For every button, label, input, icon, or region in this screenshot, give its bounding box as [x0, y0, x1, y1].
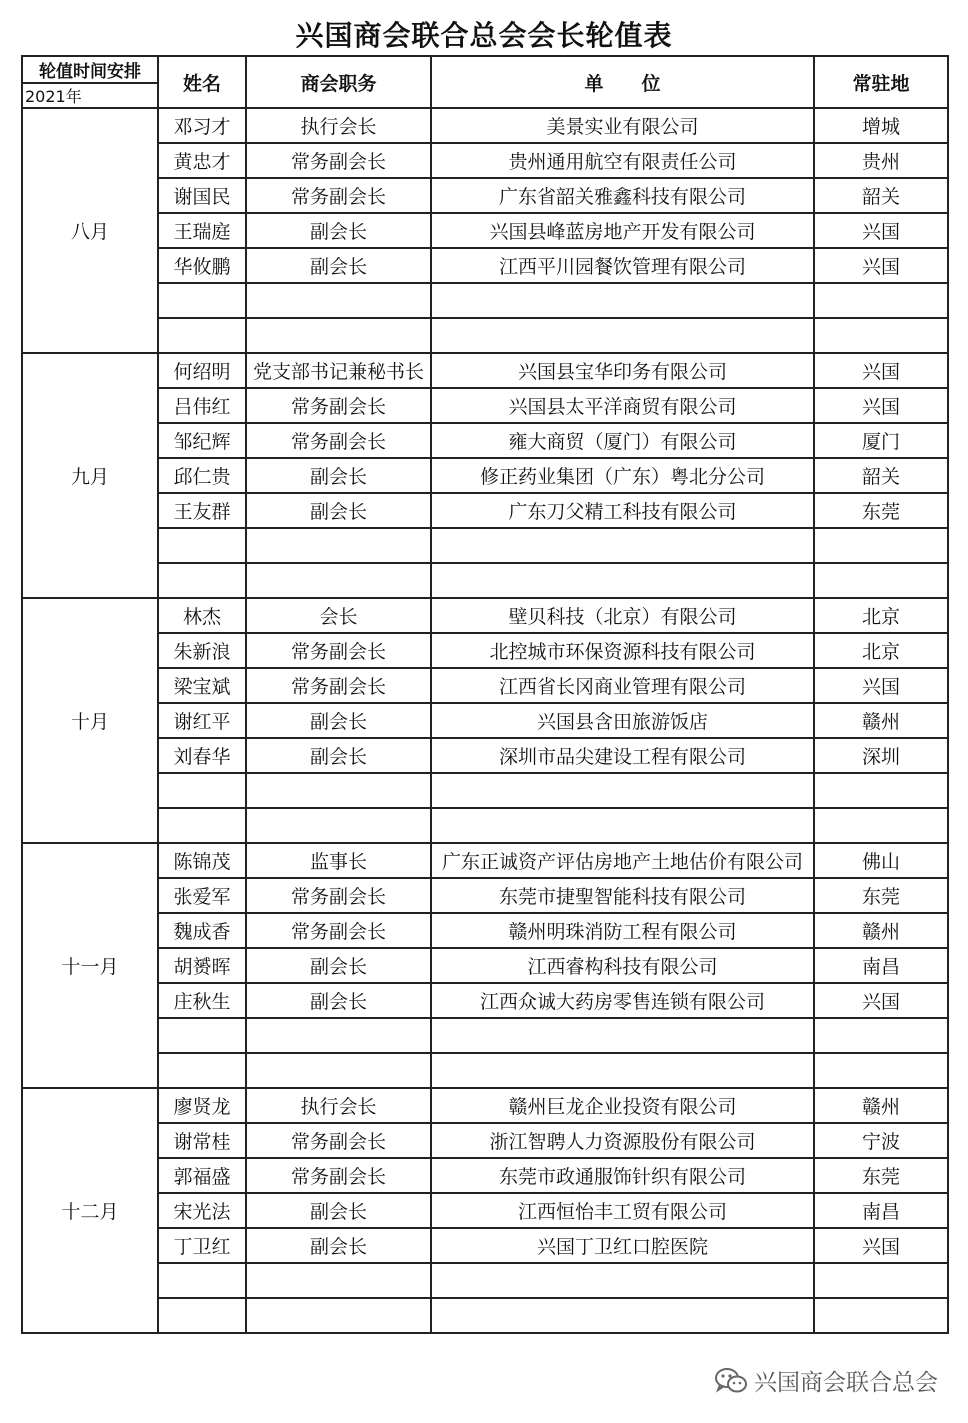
role-cell — [246, 318, 431, 353]
role-cell: 副会长 — [246, 983, 431, 1018]
role-cell: 副会长 — [246, 248, 431, 283]
role-cell — [246, 283, 431, 318]
table-row — [22, 878, 948, 913]
location-cell — [814, 283, 948, 318]
role-cell — [246, 1298, 431, 1333]
location-cell: 兴国 — [814, 983, 948, 1018]
role-cell: 副会长 — [246, 948, 431, 983]
role-cell: 监事长 — [246, 843, 431, 878]
location-cell: 兴国 — [814, 668, 948, 703]
table-row — [22, 318, 948, 353]
unit-cell: 江西众诚大药房零售连锁有限公司 — [431, 983, 814, 1018]
role-cell: 党支部书记兼秘书长 — [246, 353, 431, 388]
location-cell: 南昌 — [814, 948, 948, 983]
table-row — [22, 703, 948, 738]
name-cell — [158, 1263, 246, 1298]
month-cell: 九月 — [22, 353, 158, 598]
unit-cell: 兴国丁卫红口腔医院 — [431, 1228, 814, 1263]
table-row — [22, 598, 948, 633]
watermark-text: 兴国商会联合总会 — [754, 1370, 938, 1396]
location-cell: 北京 — [814, 598, 948, 633]
name-header: 姓名 — [158, 56, 246, 108]
role-cell: 常务副会长 — [246, 143, 431, 178]
unit-cell: 雍大商贸（厦门）有限公司 — [431, 423, 814, 458]
unit-cell: 赣州巨龙企业投资有限公司 — [431, 1088, 814, 1123]
table-row — [22, 178, 948, 213]
location-cell: 赣州 — [814, 913, 948, 948]
role-cell: 常务副会长 — [246, 668, 431, 703]
role-cell: 副会长 — [246, 458, 431, 493]
role-header: 商会职务 — [246, 56, 431, 108]
table-row — [22, 913, 948, 948]
location-cell: 东莞 — [814, 1158, 948, 1193]
name-cell: 朱新浪 — [158, 633, 246, 668]
table-row — [22, 1228, 948, 1263]
table-row — [22, 668, 948, 703]
unit-cell: 壁贝科技（北京）有限公司 — [431, 598, 814, 633]
location-cell: 兴国 — [814, 213, 948, 248]
unit-cell: 兴国县含田旅游饭店 — [431, 703, 814, 738]
role-cell: 常务副会长 — [246, 423, 431, 458]
name-cell: 邱仁贵 — [158, 458, 246, 493]
unit-cell — [431, 1018, 814, 1053]
role-cell: 副会长 — [246, 213, 431, 248]
name-cell — [158, 773, 246, 808]
unit-cell: 广东刀父精工科技有限公司 — [431, 493, 814, 528]
location-cell — [814, 1263, 948, 1298]
schedule-header: 轮值时间安排 — [22, 56, 158, 83]
month-cell: 八月 — [22, 108, 158, 353]
year-header: 2021年 — [22, 83, 158, 108]
name-cell: 郭福盛 — [158, 1158, 246, 1193]
location-cell: 韶关 — [814, 178, 948, 213]
name-cell: 陈锦茂 — [158, 843, 246, 878]
role-cell — [246, 1053, 431, 1088]
unit-cell: 赣州明珠消防工程有限公司 — [431, 913, 814, 948]
table-row — [22, 353, 948, 388]
role-cell: 常务副会长 — [246, 1158, 431, 1193]
table-row — [22, 528, 948, 563]
month-cell: 十月 — [22, 598, 158, 843]
name-cell: 魏成香 — [158, 913, 246, 948]
location-cell: 宁波 — [814, 1123, 948, 1158]
location-cell — [814, 1018, 948, 1053]
location-cell — [814, 1053, 948, 1088]
unit-cell: 广东正诚资产评估房地产土地估价有限公司 — [431, 843, 814, 878]
table-row — [22, 738, 948, 773]
unit-cell — [431, 318, 814, 353]
location-cell: 兴国 — [814, 388, 948, 423]
unit-cell — [431, 528, 814, 563]
table-row — [22, 1053, 948, 1088]
watermark — [714, 1364, 938, 1397]
location-cell: 东莞 — [814, 878, 948, 913]
table-row — [22, 423, 948, 458]
location-cell: 韶关 — [814, 458, 948, 493]
unit-cell: 东莞市捷聖智能科技有限公司 — [431, 878, 814, 913]
unit-cell: 江西省长冈商业管理有限公司 — [431, 668, 814, 703]
location-cell: 厦门 — [814, 423, 948, 458]
unit-cell: 江西恒怡丰工贸有限公司 — [431, 1193, 814, 1228]
unit-cell: 修正药业集团（广东）粤北分公司 — [431, 458, 814, 493]
month-cell: 十一月 — [22, 843, 158, 1088]
location-cell: 南昌 — [814, 1193, 948, 1228]
location-cell: 佛山 — [814, 843, 948, 878]
location-cell: 贵州 — [814, 143, 948, 178]
name-cell — [158, 1018, 246, 1053]
table-row — [22, 633, 948, 668]
location-cell: 东莞 — [814, 493, 948, 528]
name-cell: 黄忠才 — [158, 143, 246, 178]
name-cell: 王瑞庭 — [158, 213, 246, 248]
name-cell: 谢国民 — [158, 178, 246, 213]
name-cell: 庄秋生 — [158, 983, 246, 1018]
location-cell — [814, 1298, 948, 1333]
name-cell: 吕伟红 — [158, 388, 246, 423]
location-cell — [814, 808, 948, 843]
name-cell: 邓习才 — [158, 108, 246, 143]
role-cell: 副会长 — [246, 1228, 431, 1263]
name-cell: 丁卫红 — [158, 1228, 246, 1263]
name-cell — [158, 808, 246, 843]
name-cell: 梁宝斌 — [158, 668, 246, 703]
role-cell: 常务副会长 — [246, 913, 431, 948]
rotation-table — [21, 55, 949, 1334]
name-cell: 刘春华 — [158, 738, 246, 773]
table-row — [22, 1193, 948, 1228]
unit-cell — [431, 1053, 814, 1088]
table-row — [22, 948, 948, 983]
unit-cell — [431, 1263, 814, 1298]
table-row — [22, 1088, 948, 1123]
table-row — [22, 458, 948, 493]
location-header: 常驻地 — [814, 56, 948, 108]
table-row — [22, 108, 948, 143]
table-row — [22, 808, 948, 843]
role-cell — [246, 528, 431, 563]
name-cell — [158, 1053, 246, 1088]
role-cell: 执行会长 — [246, 108, 431, 143]
role-cell: 执行会长 — [246, 1088, 431, 1123]
unit-cell: 东莞市政通服饰针织有限公司 — [431, 1158, 814, 1193]
unit-cell — [431, 1298, 814, 1333]
role-cell — [246, 808, 431, 843]
name-cell: 林杰 — [158, 598, 246, 633]
table-row — [22, 213, 948, 248]
location-cell: 兴国 — [814, 353, 948, 388]
table-row — [22, 1123, 948, 1158]
name-cell: 宋光法 — [158, 1193, 246, 1228]
unit-cell — [431, 563, 814, 598]
name-cell: 华攸鹏 — [158, 248, 246, 283]
unit-cell: 广东省韶关雅鑫科技有限公司 — [431, 178, 814, 213]
name-cell: 胡赟晖 — [158, 948, 246, 983]
role-cell — [246, 1263, 431, 1298]
name-cell — [158, 1298, 246, 1333]
name-cell — [158, 283, 246, 318]
table-row — [22, 493, 948, 528]
name-cell: 廖贤龙 — [158, 1088, 246, 1123]
role-cell: 副会长 — [246, 493, 431, 528]
name-cell — [158, 318, 246, 353]
role-cell — [246, 1018, 431, 1053]
role-cell: 会长 — [246, 598, 431, 633]
location-cell — [814, 773, 948, 808]
name-cell: 张爱军 — [158, 878, 246, 913]
location-cell — [814, 563, 948, 598]
location-cell: 深圳 — [814, 738, 948, 773]
location-cell: 赣州 — [814, 1088, 948, 1123]
location-cell: 北京 — [814, 633, 948, 668]
location-cell: 兴国 — [814, 248, 948, 283]
unit-cell — [431, 808, 814, 843]
header-row — [22, 56, 948, 83]
name-cell: 谢红平 — [158, 703, 246, 738]
role-cell: 常务副会长 — [246, 178, 431, 213]
location-cell: 增城 — [814, 108, 948, 143]
role-cell: 常务副会长 — [246, 388, 431, 423]
unit-cell: 兴国县宝华印务有限公司 — [431, 353, 814, 388]
location-cell — [814, 528, 948, 563]
table-row — [22, 563, 948, 598]
name-cell: 邹纪辉 — [158, 423, 246, 458]
name-cell: 王友群 — [158, 493, 246, 528]
unit-cell: 兴国县太平洋商贸有限公司 — [431, 388, 814, 423]
role-cell: 常务副会长 — [246, 1123, 431, 1158]
role-cell — [246, 773, 431, 808]
name-cell: 谢常桂 — [158, 1123, 246, 1158]
role-cell — [246, 563, 431, 598]
table-row — [22, 283, 948, 318]
unit-cell: 兴国县峰蓝房地产开发有限公司 — [431, 213, 814, 248]
unit-cell: 北控城市环保资源科技有限公司 — [431, 633, 814, 668]
table-row — [22, 1298, 948, 1333]
name-cell: 何绍明 — [158, 353, 246, 388]
table-row — [22, 143, 948, 178]
table-row — [22, 248, 948, 283]
month-cell: 十二月 — [22, 1088, 158, 1333]
unit-cell: 浙江智聘人力资源股份有限公司 — [431, 1123, 814, 1158]
name-cell — [158, 563, 246, 598]
location-cell: 兴国 — [814, 1228, 948, 1263]
table-row — [22, 983, 948, 1018]
unit-cell: 江西睿构科技有限公司 — [431, 948, 814, 983]
name-cell — [158, 528, 246, 563]
role-cell: 副会长 — [246, 738, 431, 773]
unit-cell — [431, 773, 814, 808]
role-cell: 副会长 — [246, 703, 431, 738]
table-row — [22, 1158, 948, 1193]
location-cell — [814, 318, 948, 353]
unit-header: 单 位 — [431, 56, 814, 108]
wechat-icon — [714, 1367, 748, 1395]
location-cell: 赣州 — [814, 703, 948, 738]
unit-cell — [431, 283, 814, 318]
role-cell: 常务副会长 — [246, 878, 431, 913]
role-cell: 副会长 — [246, 1193, 431, 1228]
unit-cell: 美景实业有限公司 — [431, 108, 814, 143]
table-row — [22, 1018, 948, 1053]
unit-cell: 深圳市品尖建设工程有限公司 — [431, 738, 814, 773]
page-title: 兴国商会联合总会会长轮值表 — [295, 19, 673, 52]
unit-cell: 贵州通用航空有限责任公司 — [431, 143, 814, 178]
table-row — [22, 1263, 948, 1298]
table-row — [22, 388, 948, 423]
role-cell: 常务副会长 — [246, 633, 431, 668]
table-row — [22, 773, 948, 808]
table-row — [22, 843, 948, 878]
unit-cell: 江西平川园餐饮管理有限公司 — [431, 248, 814, 283]
